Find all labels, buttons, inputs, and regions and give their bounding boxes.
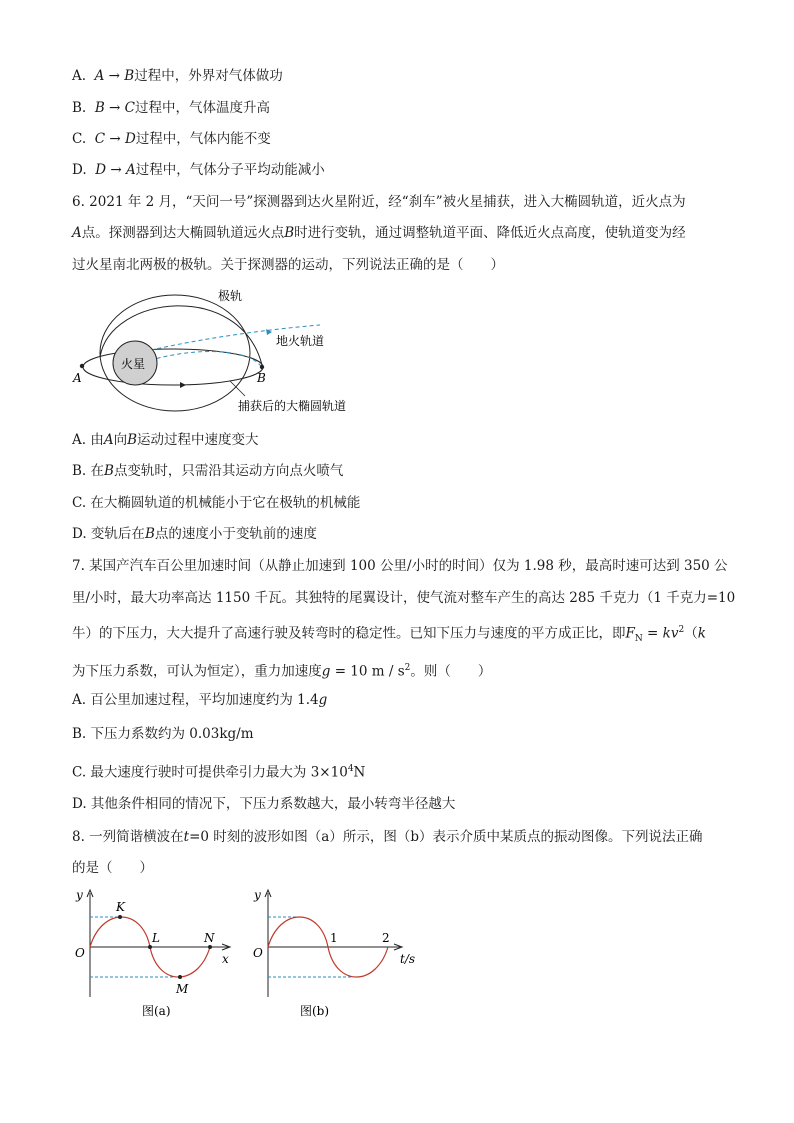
svg-text:t/s: t/s bbox=[400, 952, 416, 966]
q6-option-d: D. 变轨后在B点的速度小于变轨前的速度 bbox=[72, 526, 317, 542]
q5-option-b: B. B → C过程中，气体温度升高 bbox=[72, 100, 270, 116]
caption-a: 图(a) bbox=[142, 1004, 171, 1018]
point-m bbox=[178, 975, 182, 979]
point-b bbox=[260, 365, 264, 369]
transfer-orbit-label: 地火轨道 bbox=[276, 334, 325, 348]
svg-text:1: 1 bbox=[330, 931, 338, 945]
capture-orbit-label: 捕获后的大椭圆轨道 bbox=[238, 399, 347, 413]
svg-text:O: O bbox=[253, 946, 263, 960]
svg-text:y: y bbox=[254, 888, 261, 902]
point-l bbox=[148, 945, 152, 949]
q7-stem-line4: 为下压力系数，可认为恒定），重力加速度g = 10 m / $s^2$。则（ ） bbox=[72, 663, 492, 680]
q6-option-a: A. 由A向B运动过程中速度变大 bbox=[72, 432, 259, 448]
label-b: B bbox=[257, 371, 266, 385]
q7-option-c: C. 最大速度行驶时可提供牵引力最大为 $3\times 10^4N$ bbox=[72, 764, 366, 781]
point-a bbox=[80, 364, 84, 368]
caption-b: 图(b) bbox=[300, 1004, 330, 1018]
q7-option-d: D. 其他条件相同的情况下，下压力系数越大，最小转弯半径越大 bbox=[72, 796, 456, 812]
svg-text:O: O bbox=[75, 946, 85, 960]
q7-option-a: A. 百公里加速过程，平均加速度约为 1.4g bbox=[72, 692, 328, 708]
point-n bbox=[208, 945, 212, 949]
q7-stem-line1: 7. 某国产汽车百公里加速时间（从静止加速到 100 公里/小时的时间）仅为 1.98 秒，最高时速可达到 350 公 bbox=[72, 558, 728, 574]
polar-orbit-label: 极轨 bbox=[218, 289, 243, 303]
svg-text:y: y bbox=[76, 888, 83, 902]
q6-stem-line1: 6. 2021 年 2 月，“天问一号”探测器到达火星附近，经“刹车”被火星捕获，进入大椭圆轨道，近火点为 bbox=[72, 194, 686, 210]
q8-stem-line2: 的是（ ） bbox=[72, 860, 153, 876]
q6-option-c: C. 在大椭圆轨道的机械能小于它在极轨的机械能 bbox=[72, 495, 361, 511]
mars-label: 火星 bbox=[121, 357, 146, 371]
capture-orbit bbox=[83, 349, 263, 385]
svg-text:K: K bbox=[116, 900, 125, 914]
q6-option-b: B. 在B点变轨时，只需沿其运动方向点火喷气 bbox=[72, 463, 344, 479]
orbit-diagram bbox=[70, 285, 350, 420]
q7-option-b: B. 下压力系数约为 0.03kg/m bbox=[72, 726, 254, 742]
svg-text:M: M bbox=[176, 982, 189, 996]
q8-stem-line1: 8. 一列简谐横波在t=0 时刻的波形如图（a）所示，图（b）表示介质中某质点的振动图像。下列说法正确 bbox=[72, 829, 703, 845]
q6-stem-line3: 过火星南北两极的极轨。关于探测器的运动，下列说法正确的是（ ） bbox=[72, 257, 504, 273]
q5-option-c: C. C → D过程中，气体内能不变 bbox=[72, 131, 271, 147]
svg-text:L: L bbox=[152, 931, 160, 945]
q7-stem-line3: 牛）的下压力，大大提升了高速行驶及转弯时的稳定性。已知下压力与速度的平方成正比，即$F_N = kv^2(k$ bbox=[72, 625, 706, 645]
label-a: A bbox=[73, 371, 82, 385]
wave-figure-b bbox=[250, 885, 425, 1025]
q5-option-a: A. A → B过程中，外界对气体做功 bbox=[72, 68, 283, 84]
q6-stem-line2: A点。探测器到达大椭圆轨道远火点B时进行变轨，通过调整轨道平面、降低近火点高度，使轨道变为经 bbox=[72, 225, 686, 241]
svg-text:x: x bbox=[222, 952, 229, 966]
q7-stem-line2: 里/小时，最大功率高达 1150 千瓦。其独特的尾翼设计，使气流对整车产生的高达 285 千克力（1 千克力=10 bbox=[72, 590, 736, 606]
q5-option-d: D. D → A过程中，气体分子平均动能减小 bbox=[72, 162, 325, 178]
svg-text:N: N bbox=[204, 931, 215, 945]
wave-figure-a bbox=[70, 885, 240, 1025]
point-k bbox=[118, 915, 122, 919]
svg-text:2: 2 bbox=[382, 931, 390, 945]
